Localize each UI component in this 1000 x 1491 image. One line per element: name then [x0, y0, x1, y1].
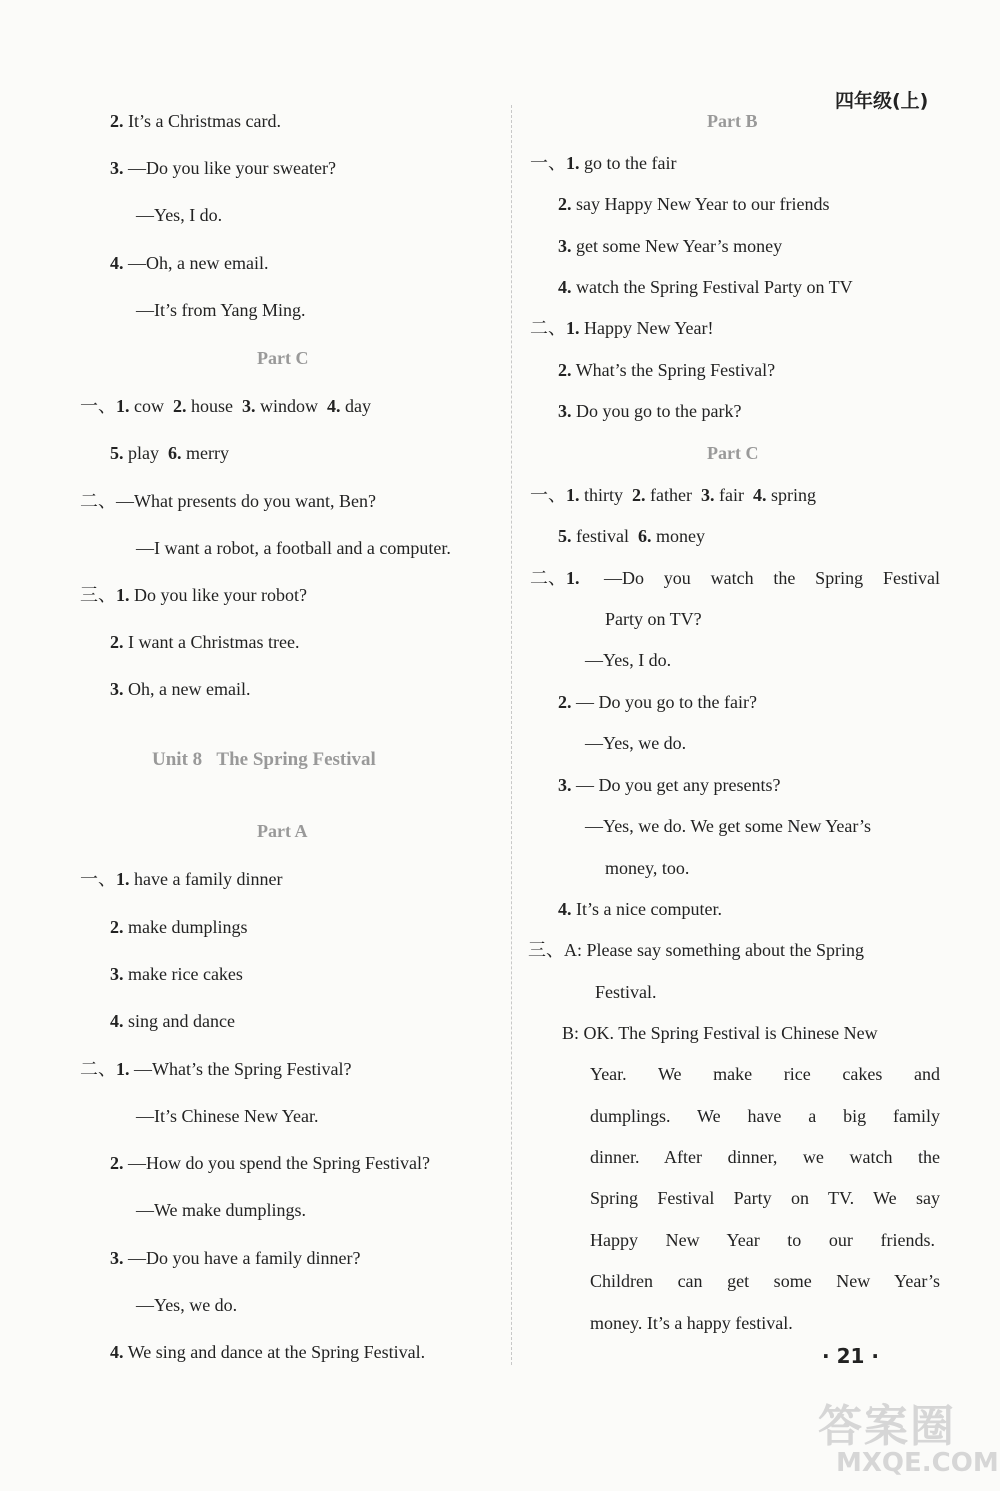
section-prefix: 二、 — [530, 568, 566, 588]
item-number: 3. — [110, 158, 124, 178]
answer-text: make dumplings — [128, 917, 248, 937]
answer-line — [530, 566, 940, 590]
item-number: 3. — [558, 236, 572, 256]
page-number-value: 21 — [836, 1344, 865, 1368]
dialogue-line: Year. We make rice cakes and — [590, 1064, 940, 1084]
item-number: 3. — [558, 401, 572, 421]
item-number: 5. — [558, 526, 572, 546]
watermark-logo — [818, 1390, 999, 1485]
answer-line — [110, 251, 268, 275]
item-number: 4. — [110, 1342, 124, 1362]
answer-line — [558, 234, 782, 258]
answer-text: —Do you have a family dinner? — [128, 1248, 361, 1268]
dialogue-line — [562, 1021, 878, 1045]
item-number: 4. — [327, 396, 341, 416]
section-heading: Part C — [257, 348, 309, 368]
word: merry — [186, 443, 229, 463]
answer-line: —We make dumplings. — [136, 1200, 307, 1220]
answer-text: —What presents do you want, Ben? — [116, 491, 376, 511]
answer-lead — [530, 566, 580, 590]
answer-line — [80, 583, 307, 607]
answer-line: —Yes, I do. — [585, 650, 672, 670]
answer-line — [558, 773, 780, 797]
item-number: 1. — [116, 1059, 130, 1079]
column-divider — [511, 105, 512, 1365]
item-number: 4. — [110, 1011, 124, 1031]
unit-title: The Spring Festival — [216, 749, 376, 770]
answer-line — [80, 489, 376, 513]
item-number: 4. — [558, 899, 572, 919]
section-prefix: 三、 — [80, 585, 116, 605]
answer-line: —Yes, I do. — [136, 205, 223, 225]
word: day — [345, 396, 371, 416]
item-number: 1. — [116, 585, 130, 605]
item-number: 3. — [242, 396, 256, 416]
answer-line: —Yes, we do. We get some New Year’s — [585, 816, 872, 836]
answer-text: —Do you watch the Spring Festival — [604, 568, 940, 588]
dialogue-line: Happy New Year to our friends. — [590, 1230, 935, 1250]
item-number: 4. — [558, 277, 572, 297]
answer-line — [80, 1057, 351, 1081]
answer-line: —It’s from Yang Ming. — [136, 300, 306, 320]
section-heading: Part B — [707, 111, 758, 131]
section-prefix: 一、 — [530, 153, 566, 173]
watermark-text: 答案圈 — [818, 1401, 956, 1452]
answer-line — [110, 962, 243, 986]
word-list-line — [110, 441, 229, 465]
item-number: 1. — [566, 318, 580, 338]
answer-line — [558, 358, 775, 382]
word: house — [191, 396, 233, 416]
word: fair — [718, 485, 744, 505]
answer-line: —It’s Chinese New Year. — [136, 1106, 319, 1126]
answer-text: make rice cakes — [128, 964, 243, 984]
answer-line — [558, 192, 829, 216]
word: father — [650, 485, 692, 505]
answer-text: What’s the Spring Festival? — [575, 360, 776, 380]
word: window — [260, 396, 318, 416]
answer-text: sing and dance — [128, 1011, 235, 1031]
answer-text: Please say something about the Spring — [586, 940, 864, 960]
answer-line — [110, 109, 281, 133]
answer-text: Do you go to the park? — [576, 401, 742, 421]
item-number: 3. — [110, 1248, 124, 1268]
item-number: 2. — [558, 692, 572, 712]
answer-text: We sing and dance at the Spring Festival. — [127, 1342, 426, 1362]
answer-text: —How do you spend the Spring Festival? — [128, 1153, 430, 1173]
answer-text: get some New Year’s money — [576, 236, 783, 256]
item-number: 3. — [110, 679, 124, 699]
answer-text: say Happy New Year to our friends — [576, 194, 830, 214]
dialogue-line: Spring Festival Party on TV. We say — [590, 1188, 940, 1208]
answer-text: have a family dinner — [134, 869, 283, 889]
answer-line — [110, 677, 250, 701]
section-prefix: 一、 — [80, 869, 116, 889]
answer-text: Do you like your robot? — [134, 585, 307, 605]
word-list-line — [530, 483, 816, 507]
answer-line: Party on TV? — [605, 609, 702, 629]
item-number: 2. — [110, 917, 124, 937]
answer-line — [110, 630, 299, 654]
word: cow — [134, 396, 164, 416]
section-prefix: 一、 — [530, 485, 566, 505]
item-number: 3. — [558, 775, 572, 795]
item-number: 2. — [558, 194, 572, 214]
grade-label: 四年级(上) — [835, 90, 929, 112]
item-number: 2. — [558, 360, 572, 380]
answer-line — [530, 151, 676, 175]
answer-line — [110, 1340, 425, 1364]
item-number: 1. — [116, 396, 130, 416]
answer-line — [110, 156, 336, 180]
section-heading: Part C — [707, 443, 759, 463]
answer-line — [558, 897, 722, 921]
answer-line: —I want a robot, a football and a computer. — [136, 538, 451, 558]
bullet-dot: · — [822, 1344, 830, 1368]
page-number — [822, 1344, 879, 1368]
item-number: 1. — [116, 869, 130, 889]
word: play — [128, 443, 159, 463]
item-number: 6. — [168, 443, 182, 463]
item-number: 1. — [566, 485, 580, 505]
item-number: 3. — [110, 964, 124, 984]
dialogue-line: dumplings. We have a big family — [590, 1106, 940, 1126]
dialogue-line: money. It’s a happy festival. — [590, 1313, 793, 1333]
section-prefix: 二、 — [80, 491, 116, 511]
item-number: 5. — [110, 443, 124, 463]
word: spring — [770, 485, 816, 505]
item-number: 2. — [110, 111, 124, 131]
speaker-label: B: — [562, 1023, 580, 1043]
section-prefix: 二、 — [80, 1059, 116, 1079]
word-list-line — [80, 394, 371, 418]
answer-line — [110, 1246, 360, 1270]
speaker-label: A: — [564, 940, 582, 960]
answer-line — [530, 316, 713, 340]
answer-text: —Oh, a new email. — [128, 253, 269, 273]
section-prefix: 三、 — [528, 940, 564, 960]
item-number: 2. — [632, 485, 646, 505]
item-number: 4. — [752, 485, 767, 505]
item-number: 2. — [173, 396, 187, 416]
answer-text: — Do you get any presents? — [576, 775, 781, 795]
unit-label: Unit 8 — [152, 749, 203, 770]
dialogue-line — [528, 938, 864, 962]
word: festival — [576, 526, 629, 546]
word: money — [655, 526, 705, 546]
answer-text: Oh, a new email. — [128, 679, 251, 699]
answer-line — [110, 915, 248, 939]
answer-line — [558, 690, 757, 714]
answer-text: —Do you like your sweater? — [128, 158, 336, 178]
section-prefix: 二、 — [530, 318, 566, 338]
answer-text: — Do you go to the fair? — [576, 692, 757, 712]
answer-text: —What’s the Spring Festival? — [134, 1059, 352, 1079]
answer-line: —Yes, we do. — [136, 1295, 238, 1315]
answer-line — [80, 867, 282, 891]
answer-line: —Yes, we do. — [585, 733, 687, 753]
answer-text: watch the Spring Festival Party on TV — [576, 277, 853, 297]
answer-line — [558, 275, 853, 299]
answer-text: Happy New Year! — [584, 318, 714, 338]
item-number: 3. — [700, 485, 715, 505]
dialogue-line: Children can get some New Year’s — [590, 1271, 940, 1291]
answer-line — [110, 1151, 430, 1175]
answer-text: OK. The Spring Festival is Chinese New — [583, 1023, 878, 1043]
dialogue-line: Festival. — [595, 982, 657, 1002]
item-number: 2. — [110, 1153, 124, 1173]
word-list-line — [558, 524, 705, 548]
item-number: 6. — [637, 526, 652, 546]
answer-text: go to the fair — [584, 153, 677, 173]
answer-text: I want a Christmas tree. — [128, 632, 300, 652]
bullet-dot: · — [871, 1344, 879, 1368]
item-number: 4. — [110, 253, 124, 273]
unit-heading — [152, 748, 376, 772]
answer-line — [558, 399, 741, 423]
answer-text: It’s a nice computer. — [576, 899, 722, 919]
answer-text: It’s a Christmas card. — [128, 111, 281, 131]
item-number: 1. — [566, 153, 580, 173]
item-number: 1. — [566, 568, 580, 588]
answer-line: money, too. — [605, 858, 690, 878]
word: thirty — [584, 485, 623, 505]
section-heading: Part A — [257, 821, 308, 841]
answer-line — [110, 1009, 235, 1033]
section-prefix: 一、 — [80, 396, 116, 416]
item-number: 2. — [110, 632, 124, 652]
watermark-url: MXQE.COM — [836, 1448, 999, 1478]
dialogue-line: dinner. After dinner, we watch the — [590, 1147, 940, 1167]
